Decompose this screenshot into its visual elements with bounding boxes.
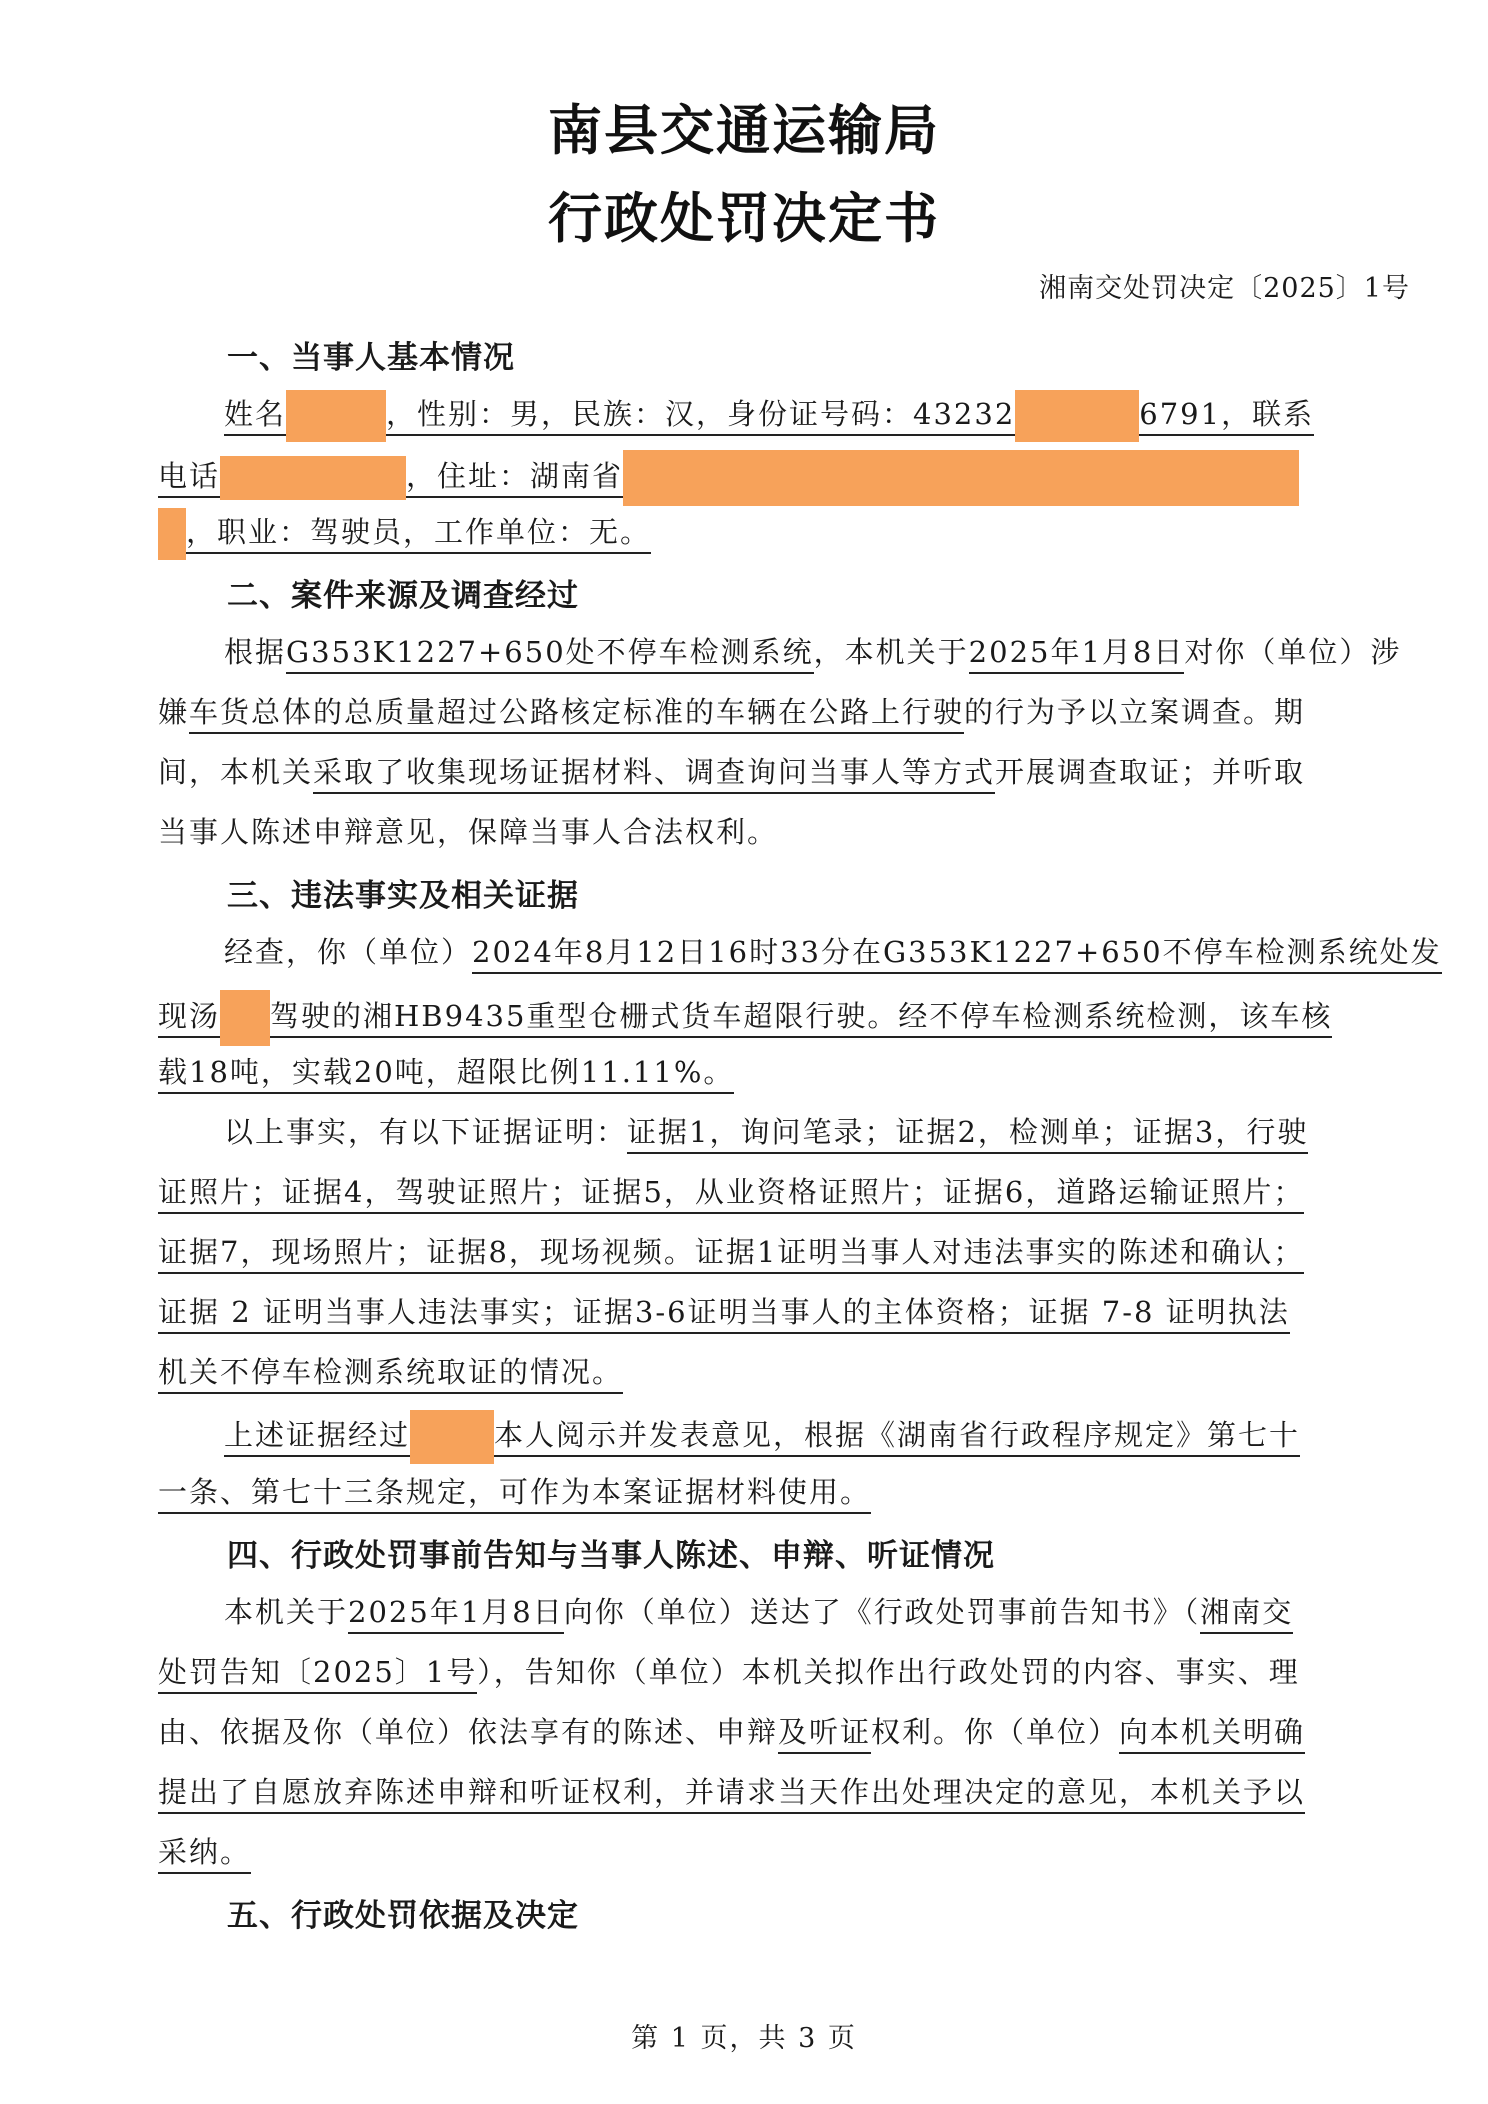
section-heading-party: 一、当事人基本情况 xyxy=(227,340,515,376)
facts-line-3 xyxy=(158,1050,1408,1091)
redacted-phone xyxy=(220,456,406,500)
document-title: 行政处罚决定书 xyxy=(548,187,940,250)
evidence-line-3: 证据7，现场照片；证据8，现场视频。证据1证明当事人对违法事实的陈述和确认； xyxy=(158,1230,1408,1271)
notice-line-3: 由、依据及你（单位）依法享有的陈述、申辩及听证权利。你（单位）向本机关明确 xyxy=(158,1710,1408,1751)
redacted-driver-name xyxy=(220,990,270,1046)
facts-line-1: 经查，你（单位）2024年8月12日16时33分在G353K1227+650不停车检测系统处发 xyxy=(224,930,1474,971)
source-line-3: 间，本机关采取了收集现场证据材料、调查询问当事人等方式开展调查取证；并听取 xyxy=(158,750,1408,791)
redacted-address-end xyxy=(158,508,186,560)
evidence-list-start: 证据1，询问笔录；证据2，检测单；证据3，行驶 xyxy=(627,1115,1308,1154)
facts-line-2: 现汤 驾驶的湘HB9435重型仓栅式货车超限行驶。经不停车检测系统检测，该车核 xyxy=(158,990,1408,1046)
violation-description: 车货总体的总质量超过公路核定标准的车辆在公路上行驶 xyxy=(189,695,964,734)
redacted-reviewer-name xyxy=(410,1410,494,1464)
evidence-line-1: 以上事实，有以下证据证明：证据1，询问笔录；证据2，检测单；证据3，行驶 xyxy=(224,1110,1474,1151)
document-number: 湘南交处罚决定〔2025〕1号 xyxy=(1039,273,1410,304)
evidence-line-2: 证照片；证据4，驾驶证照片；证据5，从业资格证照片；证据6，道路运输证照片； xyxy=(158,1170,1408,1211)
party-line-1 xyxy=(224,390,1474,442)
party-gender-ethnicity-id: ，性别：男，民族：汉，身份证号码：43232 xyxy=(386,397,1015,436)
vehicle-overload-detail: 驾驶的湘HB9435重型仓栅式货车超限行驶。经不停车检测系统检测，该车核 xyxy=(270,999,1332,1038)
occupation-employer: ，职业：驾驶员，工作单位：无。 xyxy=(186,515,651,554)
section-heading-source: 二、案件来源及调查经过 xyxy=(227,578,579,614)
load-figures: 载18吨，实载20吨，超限比例11.11%。 xyxy=(158,1055,734,1094)
source-line-1: 根据G353K1227+650处不停车检测系统，本机关于2025年1月8日对你（单位）涉 xyxy=(224,630,1474,671)
source-line-2: 嫌车货总体的总质量超过公路核定标准的车辆在公路上行驶的行为予以立案调查。期 xyxy=(158,690,1408,731)
filing-date: 2025年1月8日 xyxy=(969,635,1185,674)
party-line-2 xyxy=(158,450,1408,506)
name-label: 姓名 xyxy=(224,397,286,436)
redacted-name xyxy=(286,390,386,442)
party-id-suffix: 6791，联系 xyxy=(1139,397,1314,436)
evidence-line-4: 证据 2 证明当事人违法事实；证据3-6证明当事人的主体资格；证据 7-8 证明执法 xyxy=(158,1290,1408,1331)
page-number: 第 1 页，共 3 页 xyxy=(631,2023,857,2054)
phone-label: 电话 xyxy=(158,459,220,498)
section-heading-notice: 四、行政处罚事前告知与当事人陈述、申辩、听证情况 xyxy=(227,1538,995,1574)
evidence-line-5: 机关不停车检测系统取证的情况。 xyxy=(158,1350,1408,1391)
address-label: ，住址：湖南省 xyxy=(406,459,623,498)
redacted-id-number xyxy=(1015,390,1139,442)
evidence-review-line-1: 上述证据经过 本人阅示并发表意见，根据《湖南省行政程序规定》第七十 xyxy=(224,1410,1474,1464)
notice-line-1: 本机关于2025年1月8日向你（单位）送达了《行政处罚事前告知书》（湘南交 xyxy=(224,1590,1474,1631)
section-heading-facts: 三、违法事实及相关证据 xyxy=(227,878,579,914)
notice-line-2: 处罚告知〔2025〕1号），告知你（单位）本机关拟作出行政处罚的内容、事实、理 xyxy=(158,1650,1408,1691)
source-line-4: 当事人陈述申辩意见，保障当事人合法权利。 xyxy=(158,815,779,849)
detection-site: G353K1227+650处不停车检测系统 xyxy=(286,635,814,674)
notice-date: 2025年1月8日 xyxy=(348,1595,564,1634)
notice-line-4: 提出了自愿放弃陈述申辩和听证权利，并请求当天作出处理决定的意见，本机关予以 xyxy=(158,1770,1408,1811)
notice-line-5: 采纳。 xyxy=(158,1830,1408,1871)
investigation-methods: 采取了收集现场证据材料、调查询问当事人等方式 xyxy=(313,755,995,794)
redacted-address xyxy=(623,450,1299,506)
org-title: 南县交通运输局 xyxy=(548,99,940,162)
notice-number: 处罚告知〔2025〕1号 xyxy=(158,1655,477,1694)
evidence-review-line-2: 一条、第七十三条规定，可作为本案证据材料使用。 xyxy=(158,1470,1408,1511)
party-line-3 xyxy=(158,508,1408,560)
violation-time-place: 2024年8月12日16时33分在G353K1227+650不停车检测系统处发 xyxy=(472,935,1442,974)
section-heading-decision: 五、行政处罚依据及决定 xyxy=(227,1898,579,1934)
